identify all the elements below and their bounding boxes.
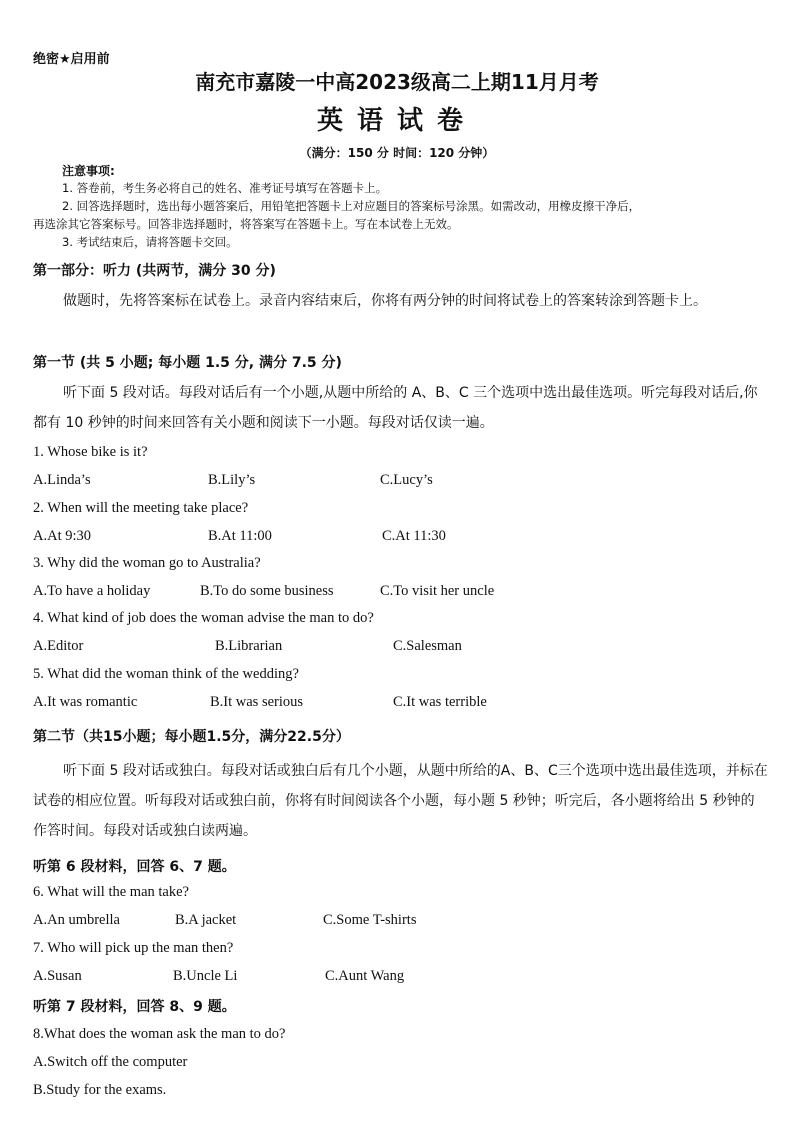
notes-title: 注意事项:: [62, 164, 115, 178]
option-1b: B.Lily’s: [208, 472, 256, 488]
option-3a: A.To have a holiday: [33, 583, 151, 599]
option-5b: B.It was serious: [210, 694, 304, 710]
section1-heading: 第一节 (共 5 小题; 每小题 1.5 分, 满分 7.5 分): [33, 355, 342, 371]
option-1a: A.Linda’s: [33, 472, 91, 488]
option-7a: A.Susan: [33, 968, 82, 984]
section2-instruction: 听下面 5 段对话或独白。每段对话或独白后有几个小题，从题中所给的A、B、C三个选项中选出最佳选项，并标在试卷的相应位置。听每段对话或独白前，你将有时间阅读各个小题，每小题 5 秒钟；听完后，各小题将给出 5 秒钟的作答时间。每段对话或独白读两遍。: [33, 763, 768, 839]
question-2: 2. When will the meeting take place?: [33, 500, 249, 516]
question-6: 6. What will the man take?: [33, 884, 189, 900]
option-2a: A.At 9:30: [33, 528, 91, 544]
exam-meta: （满分：150 分 时间：120 分钟）: [299, 146, 495, 160]
option-3c: C.To visit her uncle: [380, 583, 495, 599]
option-7c: C.Aunt Wang: [325, 968, 405, 984]
option-6c: C.Some T-shirts: [323, 912, 417, 928]
question-8: 8.What does the woman ask the man to do?: [33, 1026, 286, 1042]
confidential-label: 绝密★启用前: [33, 52, 110, 67]
part1-heading: 第一部分：听力 (共两节，满分 30 分): [33, 263, 276, 279]
option-2b: B.At 11:00: [208, 528, 272, 544]
question-3: 3. Why did the woman go to Australia?: [33, 555, 261, 571]
note-item: 2. 回答选择题时，选出每小题答案后，用铅笔把答题卡上对应题目的答案标号涂黑。如需改动，用橡皮擦干净后，: [62, 199, 641, 213]
option-4c: C.Salesman: [393, 638, 462, 654]
note-item: 再选涂其它答案标号。回答非选择题时，将答案写在答题卡上。写在本试卷上无效。: [33, 217, 459, 231]
material-6-label: 听第 6 段材料，回答 6、7 题。: [33, 859, 236, 875]
question-7: 7. Who will pick up the man then?: [33, 940, 234, 956]
option-3b: B.To do some business: [200, 583, 334, 599]
option-8a: A.Switch off the computer: [33, 1054, 188, 1070]
question-1: 1. Whose bike is it?: [33, 444, 148, 460]
option-5a: A.It was romantic: [33, 694, 138, 710]
note-item: 3. 考试结束后，请将答题卡交回。: [62, 235, 238, 249]
option-7b: B.Uncle Li: [173, 968, 238, 984]
note-item: 1. 答卷前，考生务必将自己的姓名、准考证号填写在答题卡上。: [62, 181, 388, 195]
question-5: 5. What did the woman think of the wedding?: [33, 666, 299, 682]
exam-title: 南充市嘉陵一中高2023级高二上期11月月考: [195, 70, 599, 94]
option-4a: A.Editor: [33, 638, 84, 654]
option-8b: B.Study for the exams.: [33, 1082, 167, 1098]
question-4: 4. What kind of job does the woman advise the man to do?: [33, 610, 374, 626]
option-6a: A.An umbrella: [33, 912, 120, 928]
option-1c: C.Lucy’s: [380, 472, 433, 488]
option-6b: B.A jacket: [175, 912, 237, 928]
material-7-label: 听第 7 段材料，回答 8、9 题。: [33, 999, 236, 1015]
subject-title: 英语试卷: [316, 106, 477, 136]
option-4b: B.Librarian: [215, 638, 283, 654]
option-5c: C.It was terrible: [393, 694, 487, 710]
section1-instruction: 听下面 5 段对话。每段对话后有一个小题,从题中所给的 A、B、C 三个选项中选出最佳选项。听完每段对话后,你都有 10 秒钟的时间来回答有关小题和阅读下一小题。每段对话仅读一遍。: [33, 385, 758, 431]
part1-instruction: 做题时，先将答案标在试卷上。录音内容结束后，你将有两分钟的时间将试卷上的答案转涂到答题卡上。: [63, 293, 707, 309]
option-2c: C.At 11:30: [382, 528, 446, 544]
section2-heading: 第二节（共15小题；每小题1.5分，满分22.5分）: [33, 729, 350, 745]
